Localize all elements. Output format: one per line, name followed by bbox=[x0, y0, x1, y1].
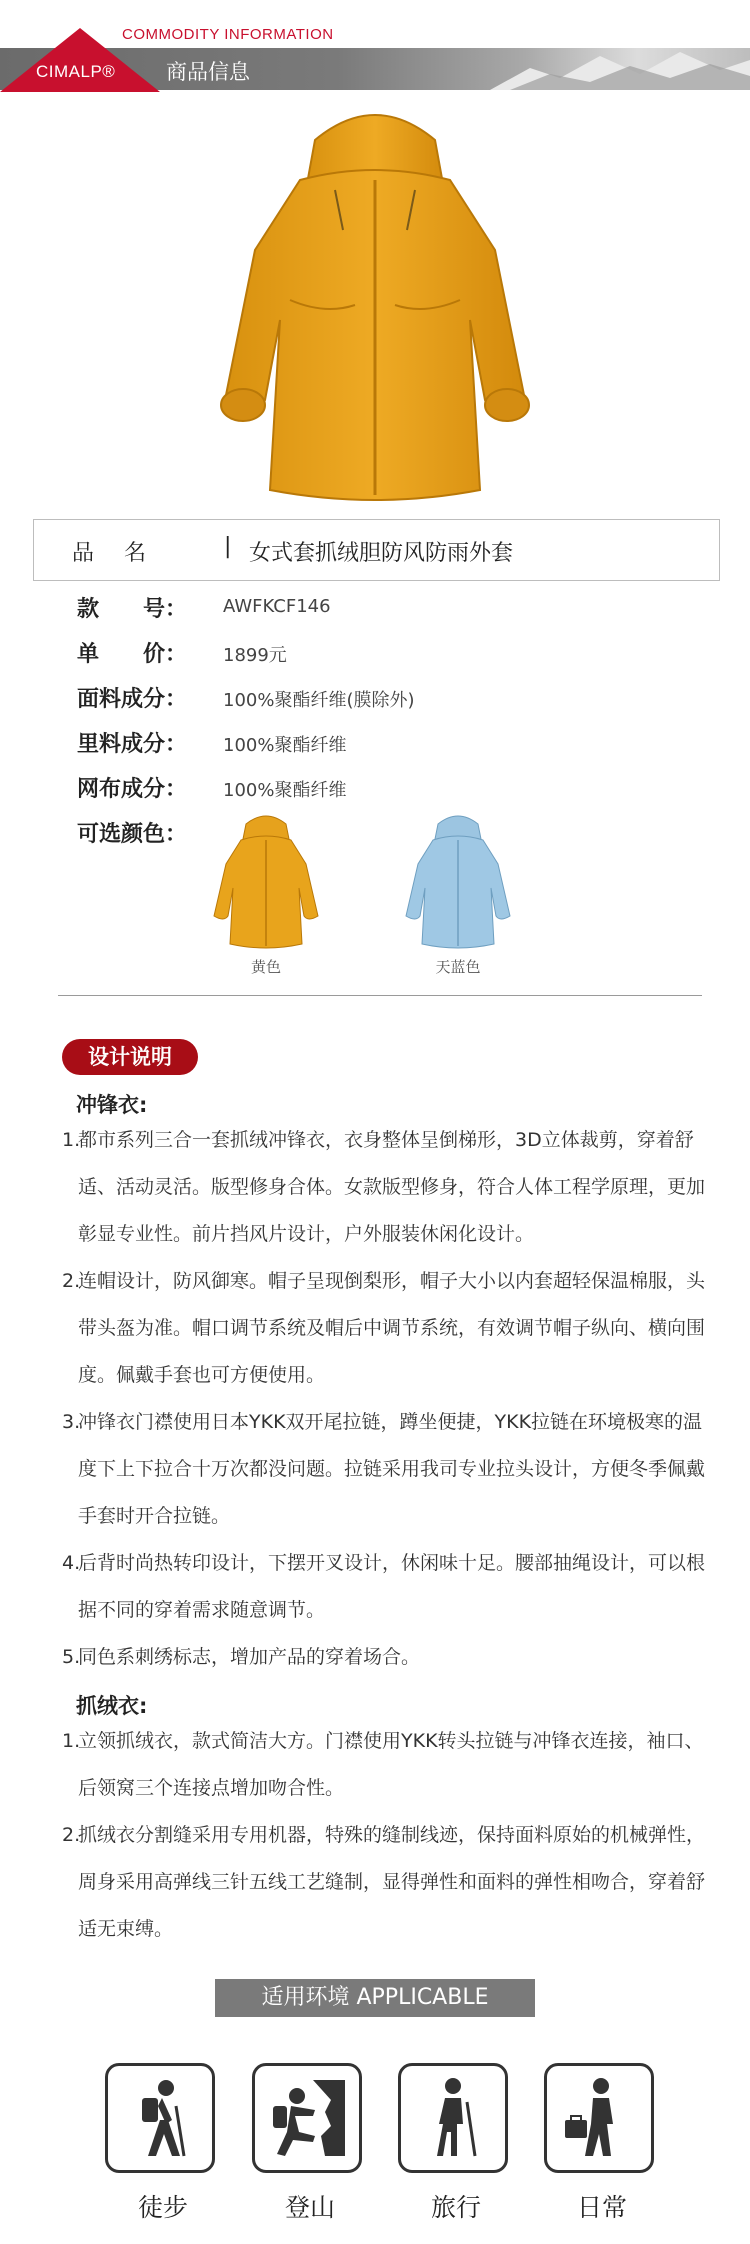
daily-icon bbox=[544, 2063, 654, 2173]
spec-label: 单 价： bbox=[77, 642, 188, 667]
color-name: 天蓝色 bbox=[435, 958, 481, 976]
spec-row-fabric bbox=[77, 682, 717, 722]
spec-row-price bbox=[77, 637, 717, 677]
design-item: 2. 连帽设计，防风御寒。帽子呈现倒梨形，帽子大小以内套超轻保温棉服，头带头盔为准。帽口调节系统及帽后中调节系统，有效调节帽子纵向、横向围度。佩戴手套也可方便使用。 bbox=[62, 1270, 706, 1386]
spec-value: AWFKCF146 bbox=[223, 596, 331, 617]
color-name: 黄色 bbox=[250, 958, 281, 976]
spec-value: 100%聚酯纤维 bbox=[223, 735, 347, 756]
climbing-icon bbox=[252, 2063, 362, 2173]
header-title: 商品信息 bbox=[166, 60, 250, 84]
design-item: 4. 后背时尚热转印设计，下摆开叉设计，休闲味十足。腰部抽绳设计，可以根据不同的穿着需求随意调节。 bbox=[62, 1552, 706, 1621]
header bbox=[0, 0, 750, 92]
header-subtitle: COMMODITY INFORMATION bbox=[122, 26, 334, 43]
spec-value: 1899元 bbox=[223, 645, 287, 666]
product-name-box bbox=[33, 519, 720, 581]
hiking-icon bbox=[105, 2063, 215, 2173]
spec-value: 100%聚酯纤维 bbox=[223, 780, 347, 801]
section-title-shell-jacket: 冲锋衣: bbox=[76, 1093, 148, 1117]
spec-row-lining bbox=[77, 727, 717, 767]
design-item: 5. 同色系刺绣标志，增加产品的穿着场合。 bbox=[62, 1646, 421, 1668]
product-name-value: 女式套抓绒胆防风防雨外套 bbox=[249, 541, 514, 566]
brand-logo: CIMALP® bbox=[36, 62, 116, 81]
spec-label: 网布成分： bbox=[77, 777, 188, 802]
swatch-jacket-blue-image bbox=[398, 812, 518, 952]
section-title-fleece: 抓绒衣: bbox=[76, 1694, 148, 1718]
color-swatch-sky-blue[interactable] bbox=[388, 812, 528, 977]
applicable-label: 日常 bbox=[576, 2193, 627, 2222]
design-badge: 设计说明 bbox=[62, 1039, 198, 1075]
spec-label: 面料成分： bbox=[77, 687, 188, 712]
applicable-label: 旅行 bbox=[430, 2193, 481, 2222]
spec-label: 里料成分： bbox=[77, 732, 188, 757]
colors-label: 可选颜色： bbox=[77, 822, 188, 847]
applicable-label: 徒步 bbox=[137, 2193, 188, 2222]
design-item: 3. 冲锋衣门襟使用日本YKK双开尾拉链，蹲坐便捷，YKK拉链在环境极寒的温度下上下拉合十万次都没问题。拉链采用我司专业拉头设计，方便冬季佩戴手套时开合拉链。 bbox=[62, 1411, 706, 1527]
product-name-label: 品名 bbox=[72, 541, 177, 566]
design-item: 1. 都市系列三合一套抓绒冲锋衣，衣身整体呈倒梯形，3D立体裁剪，穿着舒适、活动灵活。版型修身合体。女款版型修身，符合人体工程学原理，更加彰显专业性。前片挡风片设计，户外服装休闲化设计。 bbox=[62, 1129, 706, 1245]
spec-value: 100%聚酯纤维(膜除外) bbox=[223, 690, 415, 711]
design-item: 1. 立领抓绒衣，款式简洁大方。门襟使用YKK转头拉链与冲锋衣连接，袖口、后领窝三个连接点增加吻合性。 bbox=[62, 1730, 704, 1799]
product-name-separator: | bbox=[224, 534, 232, 559]
applicable-label: 登山 bbox=[284, 2193, 335, 2222]
design-item: 2. 抓绒衣分割缝采用专用机器，特殊的缝制线迹，保持面料原始的机械弹性，周身采用高弹线三针五线工艺缝制，显得弹性和面料的弹性相吻合，穿着舒适无束缚。 bbox=[62, 1824, 706, 1940]
swatch-jacket-yellow-image bbox=[206, 812, 326, 952]
product-image-jacket bbox=[195, 100, 555, 505]
section-divider bbox=[58, 995, 702, 996]
mountain-banner-image bbox=[490, 48, 750, 90]
spec-row-mesh bbox=[77, 772, 717, 812]
spec-row-style-number bbox=[77, 592, 717, 632]
applicable-title: 适用环境 APPLICABLE bbox=[215, 1979, 535, 2017]
spec-label: 款 号： bbox=[77, 597, 188, 622]
color-swatch-yellow[interactable] bbox=[196, 812, 336, 977]
travel-icon bbox=[398, 2063, 508, 2173]
